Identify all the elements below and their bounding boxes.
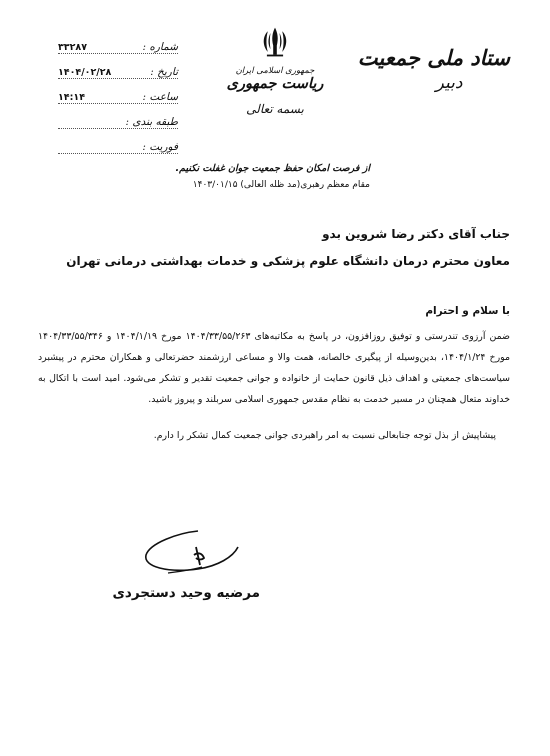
classification-label: طبقه بندی : <box>125 116 178 128</box>
quote-source: مقام معظم رهبری(مد ظله العالی) ۱۴۰۳/۰۱/۱۵ <box>192 180 370 190</box>
emblem-presidency: ریاست جمهوری <box>226 75 324 92</box>
leader-quote: از فرصت امکان حفظ جمعیت جوان غفلت نکنیم. <box>175 163 370 174</box>
number-label: شماره : <box>142 41 178 53</box>
date-label: تاریخ : <box>150 66 178 78</box>
meta-classification <box>58 107 178 129</box>
org-role: دبیر <box>435 73 463 93</box>
meta-date <box>58 57 178 79</box>
iran-emblem-icon <box>257 24 293 60</box>
letter-closing: پیشاپیش از بذل توجه جنابعالی نسبت به امر راهبردی جوانی جمعیت کمال تشکر را دارم. <box>153 430 496 441</box>
time-value: ۱۴:۱۴ <box>58 92 85 103</box>
meta-number <box>58 32 178 54</box>
recipient-name: جناب آقای دکتر رضا شروین بدو <box>322 227 510 241</box>
emblem-country: جمهوری اسلامی ایران <box>235 66 315 76</box>
letter-body: ضمن آرزوی تندرستی و توفیق روزافزون، در پاسخ به مکاتبه‌های ۱۴۰۴/۳۳/۵۵/۲۶۳ مورخ ۱۴۰۴/۱/۱۹ و ۱۴۰۴/۳۳/۵۵/۳۴۶ مورخ ۱۴۰۴/۱/۲۴، بدین‌وسیله از پیگیری خالصانه، همت والا و مساعی ارزشمند حضرتعالی و همکاران محترم در پیشبرد سیاست‌های جمعیتی و اهداف ذیل قانون حمایت از خانواده و جوانی جمعیت تقدیر و تشکر می‌شود. امید است با اتکال به خداوند متعال همچنان در مسیر خدمت به نظام مقدس جمهوری اسلامی سربلند و پیروز باشید. <box>38 331 510 405</box>
org-header <box>357 45 510 93</box>
handwritten-signature <box>138 525 248 580</box>
emblem-block <box>225 24 325 116</box>
org-name: ستاد ملی جمعیت <box>357 45 510 70</box>
greeting: با سلام و احترام <box>425 305 510 317</box>
basmala: بسمه تعالی <box>246 102 304 116</box>
signatory-name: مرضیه وحید دستجردی <box>112 585 260 601</box>
letter-meta <box>58 32 178 157</box>
recipient-title: معاون محترم درمان دانشگاه علوم پزشکی و خدمات بهداشتی درمانی تهران <box>66 254 510 268</box>
number-value: ۳۳۲۸۷ <box>58 42 87 53</box>
meta-time <box>58 82 178 104</box>
time-label: ساعت : <box>142 91 178 103</box>
priority-label: فوریت : <box>142 141 178 153</box>
meta-priority <box>58 132 178 154</box>
date-value: ۱۴۰۴/۰۲/۲۸ <box>58 67 112 78</box>
